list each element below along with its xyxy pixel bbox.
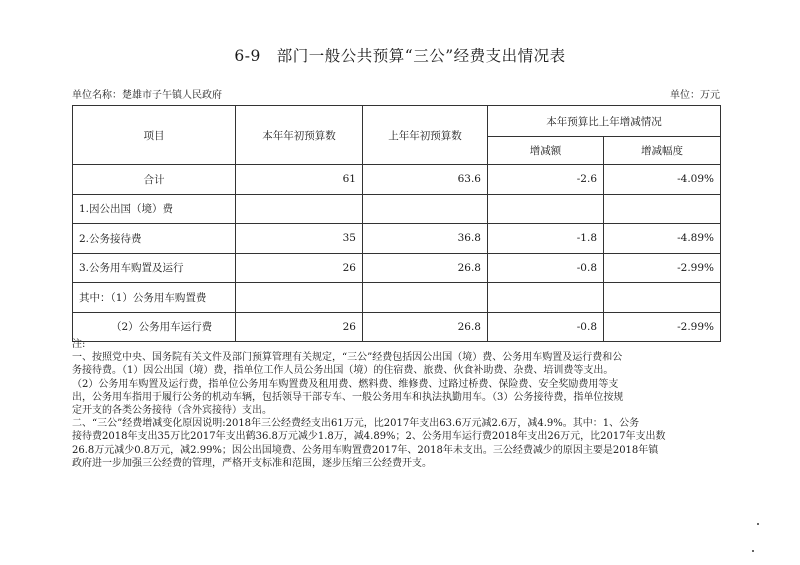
cell-current: 61 <box>236 165 363 195</box>
header-change-amount: 增减额 <box>488 137 604 165</box>
cell-previous <box>363 194 488 224</box>
cell-amount: -1.8 <box>488 224 604 254</box>
table-header-row <box>73 106 721 137</box>
note-line: 接待费2018年支出35万比2017年支出鹤36.8万元减少1.8万，减4.89%；2、公务用车运行费2018年支出26万元，比2017年支出数 <box>72 431 666 443</box>
table-row <box>73 253 721 283</box>
cell-previous: 26.8 <box>363 312 488 342</box>
note-line: 二、“三公”经费增减变化原因说明:2018年三公经费经支出61万元，比2017年支出63.6万元减2.6万，减4.9%。其中：1、公务 <box>72 418 640 430</box>
expense-table <box>72 105 721 342</box>
note-line: （2）公务用车购置及运行费，指单位公务用车购置费及租用费、燃料费、维修费、过路过桥费、保险费、安全奖励费用等支 <box>72 378 619 390</box>
cell-item: 其中：（1）公务用车购置费 <box>73 283 236 313</box>
cell-current: 26 <box>236 312 363 342</box>
scan-speck <box>757 523 759 525</box>
table-row <box>73 194 721 224</box>
cell-rate <box>604 283 721 313</box>
cell-previous: 63.6 <box>363 165 488 195</box>
cell-current: 26 <box>236 253 363 283</box>
table-row <box>73 283 721 313</box>
cell-previous: 36.8 <box>363 224 488 254</box>
cell-current: 35 <box>236 224 363 254</box>
notes-label: 注: <box>72 339 86 350</box>
cell-rate: -2.99% <box>604 312 721 342</box>
cell-rate <box>604 194 721 224</box>
note-line: 26.8万元减少0.8万元，减2.99%；因公出国境费、公务用车购置费2017年、2018年未支出。三公经费减少的原因主要是2018年镇 <box>72 444 659 456</box>
cell-previous <box>363 283 488 313</box>
cell-amount: -0.8 <box>488 312 604 342</box>
cell-previous: 26.8 <box>363 253 488 283</box>
cell-rate: -4.09% <box>604 165 721 195</box>
header-current: 本年年初预算数 <box>236 106 363 165</box>
cell-item: 2.公务接待费 <box>73 224 236 254</box>
header-change-group: 本年预算比上年增减情况 <box>488 106 721 137</box>
note-line: 务接待费。（1）因公出国（境）费，指单位工作人员公务出国（境）的住宿费、旅费、伙食补助费、杂费、培训费等支出。 <box>72 365 614 377</box>
cell-rate: -2.99% <box>604 253 721 283</box>
cell-amount <box>488 283 604 313</box>
cell-item: 合计 <box>73 165 236 195</box>
note-line: 出，公务用车指用于履行公务的机动车辆，包括领导干部专车、一般公务用车和执法执勤用车。（3）公务接待费，指单位按规 <box>72 391 624 403</box>
cell-amount: -0.8 <box>488 253 604 283</box>
cell-current <box>236 283 363 313</box>
cell-item: 1.因公出国（境）费 <box>73 194 236 224</box>
cell-amount: -2.6 <box>488 165 604 195</box>
org-name: 单位名称：楚雄市子午镇人民政府 <box>72 90 222 101</box>
note-line: 一、按照党中央、国务院有关文件及部门预算管理有关规定，“三公”经费包括因公出国（境）费、公务用车购置及运行费和公 <box>72 352 623 364</box>
header-previous: 上年年初预算数 <box>363 106 488 165</box>
header-change-rate: 增减幅度 <box>604 137 721 165</box>
unit-label: 单位：万元 <box>670 90 720 101</box>
page-title: 6-9 部门一般公共预算“三公”经费支出情况表 <box>234 47 566 65</box>
notes-section <box>72 338 726 470</box>
table-row <box>73 224 721 254</box>
cell-current <box>236 194 363 224</box>
cell-amount <box>488 194 604 224</box>
cell-rate: -4.89% <box>604 224 721 254</box>
cell-item: （2）公务用车运行费 <box>73 312 236 342</box>
note-line: 政府进一步加强三公经费的管理，严格开支标准和范围，逐步压缩三公经费开支。 <box>72 457 432 469</box>
table-row <box>73 165 721 195</box>
note-line: 定开支的各类公务接待（含外宾接待）支出。 <box>72 405 272 417</box>
header-item: 项目 <box>73 106 236 165</box>
cell-item: 3.公务用车购置及运行 <box>73 253 236 283</box>
scan-speck <box>752 550 754 552</box>
